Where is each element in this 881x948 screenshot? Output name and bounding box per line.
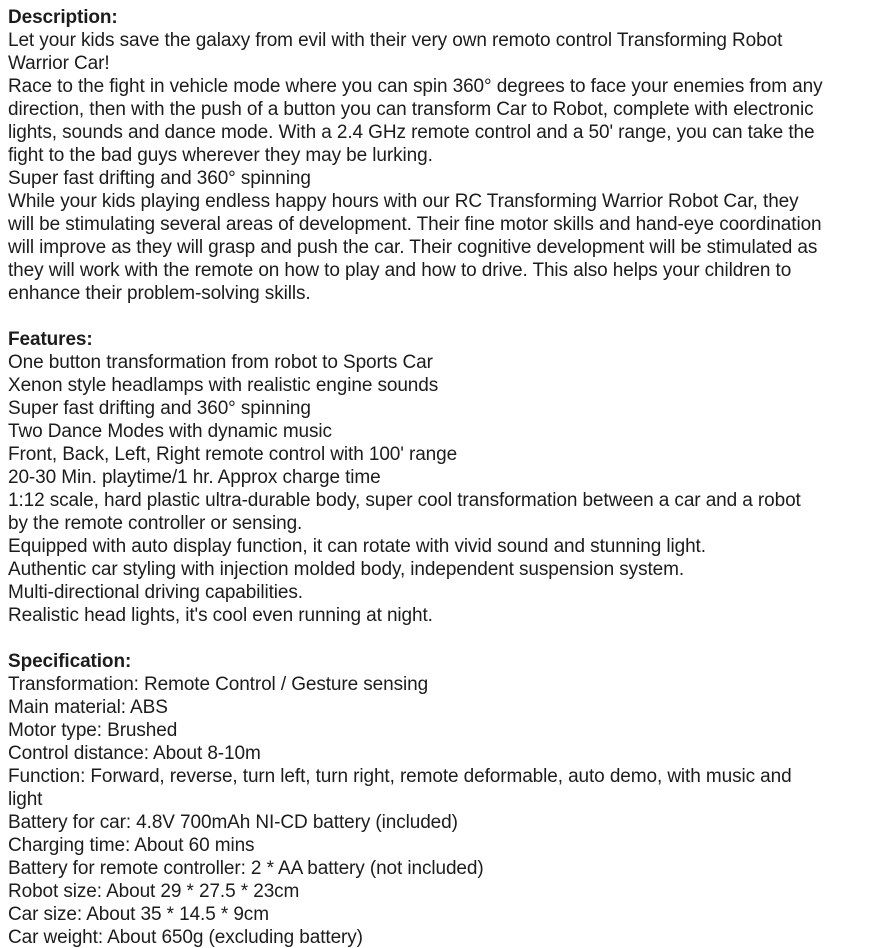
text-line: Multi-directional driving capabilities. bbox=[8, 582, 303, 603]
text-line: Authentic car styling with injection molded body, independent suspension system. bbox=[8, 559, 685, 580]
text-line: Function: Forward, reverse, turn left, turn right, remote deformable, auto demo, with music and bbox=[8, 766, 792, 787]
text-line: Xenon style headlamps with realistic engine sounds bbox=[8, 375, 439, 396]
text-line: Control distance: About 8-10m bbox=[8, 743, 261, 764]
text-line: Super fast drifting and 360° spinning bbox=[8, 398, 311, 419]
text-line: by the remote controller or sensing. bbox=[8, 513, 303, 534]
text-line: will improve as they will grasp and push the car. Their cognitive development will be stimulated as bbox=[8, 237, 818, 258]
text-line: direction, then with the push of a button you can transform Car to Robot, complete with electronic bbox=[8, 99, 814, 120]
text-line: Realistic head lights, it's cool even running at night. bbox=[8, 605, 433, 626]
section-features bbox=[8, 328, 875, 627]
section-heading: Features: bbox=[8, 329, 93, 350]
text-line: enhance their problem-solving skills. bbox=[8, 283, 311, 304]
text-line: Warrior Car! bbox=[8, 53, 110, 74]
text-line: they will work with the remote on how to play and how to drive. This also helps your children to bbox=[8, 260, 792, 281]
text-line: Charging time: About 60 mins bbox=[8, 835, 255, 856]
text-line: Transformation: Remote Control / Gesture sensing bbox=[8, 674, 429, 695]
text-line: Car weight: About 650g (excluding battery) bbox=[8, 927, 363, 948]
text-line: One button transformation from robot to Sports Car bbox=[8, 352, 433, 373]
text-line: Super fast drifting and 360° spinning bbox=[8, 168, 311, 189]
text-line: Race to the fight in vehicle mode where you can spin 360° degrees to face your enemies from any bbox=[8, 76, 823, 97]
section-heading: Description: bbox=[8, 7, 118, 28]
text-line: While your kids playing endless happy hours with our RC Transforming Warrior Robot Car, they bbox=[8, 191, 799, 212]
text-line: 20-30 Min. playtime/1 hr. Approx charge time bbox=[8, 467, 381, 488]
text-line: Car size: About 35 * 14.5 * 9cm bbox=[8, 904, 269, 925]
text-line: light bbox=[8, 789, 43, 810]
text-line: Battery for remote controller: 2 * AA battery (not included) bbox=[8, 858, 484, 879]
text-line: will be stimulating several areas of development. Their fine motor skills and hand-eye coordination bbox=[8, 214, 822, 235]
text-line: Two Dance Modes with dynamic music bbox=[8, 421, 332, 442]
text-line: Let your kids save the galaxy from evil with their very own remoto control Transforming Robot bbox=[8, 30, 783, 51]
text-line: Battery for car: 4.8V 700mAh NI-CD battery (included) bbox=[8, 812, 458, 833]
section-heading: Specification: bbox=[8, 651, 132, 672]
section-specification bbox=[8, 650, 875, 948]
text-line: 1:12 scale, hard plastic ultra-durable body, super cool transformation between a car and a robot bbox=[8, 490, 801, 511]
text-line: Front, Back, Left, Right remote control with 100' range bbox=[8, 444, 458, 465]
text-line: Robot size: About 29 * 27.5 * 23cm bbox=[8, 881, 300, 902]
text-line: fight to the bad guys wherever they may be lurking. bbox=[8, 145, 433, 166]
section-description bbox=[8, 6, 875, 305]
text-line: Motor type: Brushed bbox=[8, 720, 178, 741]
text-line: lights, sounds and dance mode. With a 2.4 GHz remote control and a 50' range, you can take the bbox=[8, 122, 815, 143]
text-line: Main material: ABS bbox=[8, 697, 168, 718]
text-line: Equipped with auto display function, it can rotate with vivid sound and stunning light. bbox=[8, 536, 706, 557]
